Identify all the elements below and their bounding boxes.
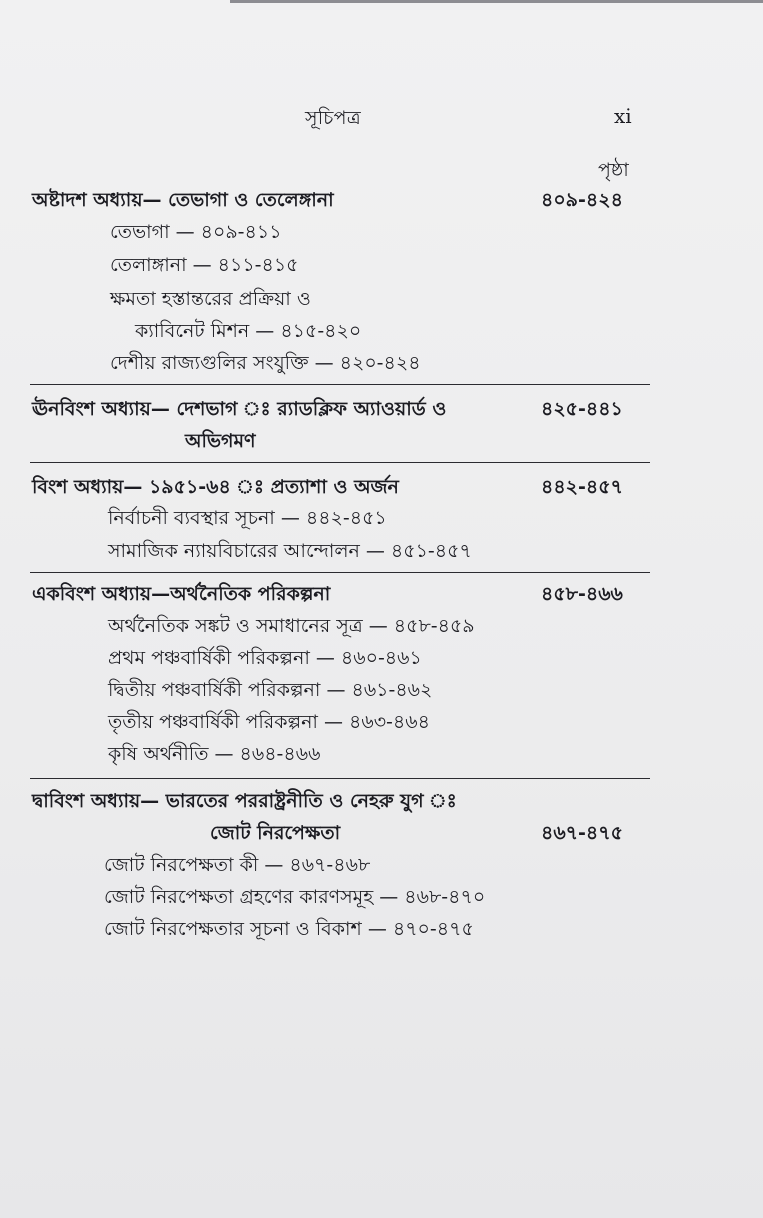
toc-entry: দ্বিতীয় পঞ্চবার্ষিকী পরিকল্পনা — ৪৬১-৪৬২ <box>108 679 433 701</box>
page-top-edge <box>230 0 763 3</box>
chapter-19-heading: ঊনবিংশ অধ্যায়— দেশভাগ ঃ র‍্যাডক্লিফ অ্যাওয়ার্ড ও <box>32 398 447 420</box>
toc-entry: জোট নিরপেক্ষতা কী — ৪৬৭-৪৬৮ <box>104 854 371 876</box>
toc-entry: প্রথম পঞ্চবার্ষিকী পরিকল্পনা — ৪৬০-৪৬১ <box>108 647 422 669</box>
chapter-22-pages: ৪৬৭-৪৭৫ <box>541 822 623 844</box>
toc-entry: অর্থনৈতিক সঙ্কট ও সমাধানের সূত্র — ৪৫৮-৪৫৯ <box>108 615 475 637</box>
chapter-22-heading: দ্বাবিংশ অধ্যায়— ভারতের পররাষ্ট্রনীতি ও নেহরু যুগ ঃ <box>32 790 457 812</box>
page-header-number: xi <box>614 104 632 128</box>
chapter-19-heading-cont: অভিগমণ <box>185 430 256 452</box>
toc-entry: ক্ষমতা হস্তান্তরের প্রক্রিয়া ও <box>110 288 311 310</box>
toc-entry: দেশীয় রাজ্যগুলির সংযুক্তি — ৪২০-৪২৪ <box>110 352 421 374</box>
chapter-20-pages: ৪৪২-৪৫৭ <box>541 476 623 498</box>
chapter-21-pages: ৪৫৮-৪৬৬ <box>541 583 623 605</box>
toc-entry: জোট নিরপেক্ষতা গ্রহণের কারণসমূহ — ৪৬৮-৪৭০ <box>104 886 486 908</box>
toc-entry: নির্বাচনী ব্যবস্থার সূচনা — ৪৪২-৪৫১ <box>108 507 387 529</box>
toc-entry: কৃষি অর্থনীতি — ৪৬৪-৪৬৬ <box>108 743 321 765</box>
section-divider <box>30 462 650 463</box>
page-column-label: পৃষ্ঠা <box>598 159 629 181</box>
toc-entry: ক্যাবিনেট মিশন — ৪১৫-৪২০ <box>135 320 362 342</box>
section-divider <box>30 572 650 573</box>
toc-entry: তৃতীয় পঞ্চবার্ষিকী পরিকল্পনা — ৪৬৩-৪৬৪ <box>108 711 430 733</box>
toc-entry: জোট নিরপেক্ষতার সূচনা ও বিকাশ — ৪৭০-৪৭৫ <box>104 918 474 940</box>
toc-entry: তেলাঙ্গানা — ৪১১-৪১৫ <box>110 254 299 276</box>
chapter-19-pages: ৪২৫-৪৪১ <box>541 398 623 420</box>
chapter-18-pages: ৪০৯-৪২৪ <box>541 189 623 211</box>
section-divider <box>30 778 650 779</box>
page-header-title: সূচিপত্র <box>305 107 361 129</box>
chapter-18-heading: অষ্টাদশ অধ্যায়— তেভাগা ও তেলেঙ্গানা <box>32 189 334 211</box>
chapter-21-heading: একবিংশ অধ্যায়—অর্থনৈতিক পরিকল্পনা <box>32 583 331 605</box>
toc-entry: তেভাগা — ৪০৯-৪১১ <box>110 221 282 243</box>
section-divider <box>30 384 650 385</box>
chapter-22-heading-cont: জোট নিরপেক্ষতা <box>210 822 341 844</box>
toc-entry: সামাজিক ন্যায়বিচারের আন্দোলন — ৪৫১-৪৫৭ <box>108 540 472 562</box>
chapter-20-heading: বিংশ অধ্যায়— ১৯৫১-৬৪ ঃ প্রত্যাশা ও অর্জন <box>32 476 399 498</box>
